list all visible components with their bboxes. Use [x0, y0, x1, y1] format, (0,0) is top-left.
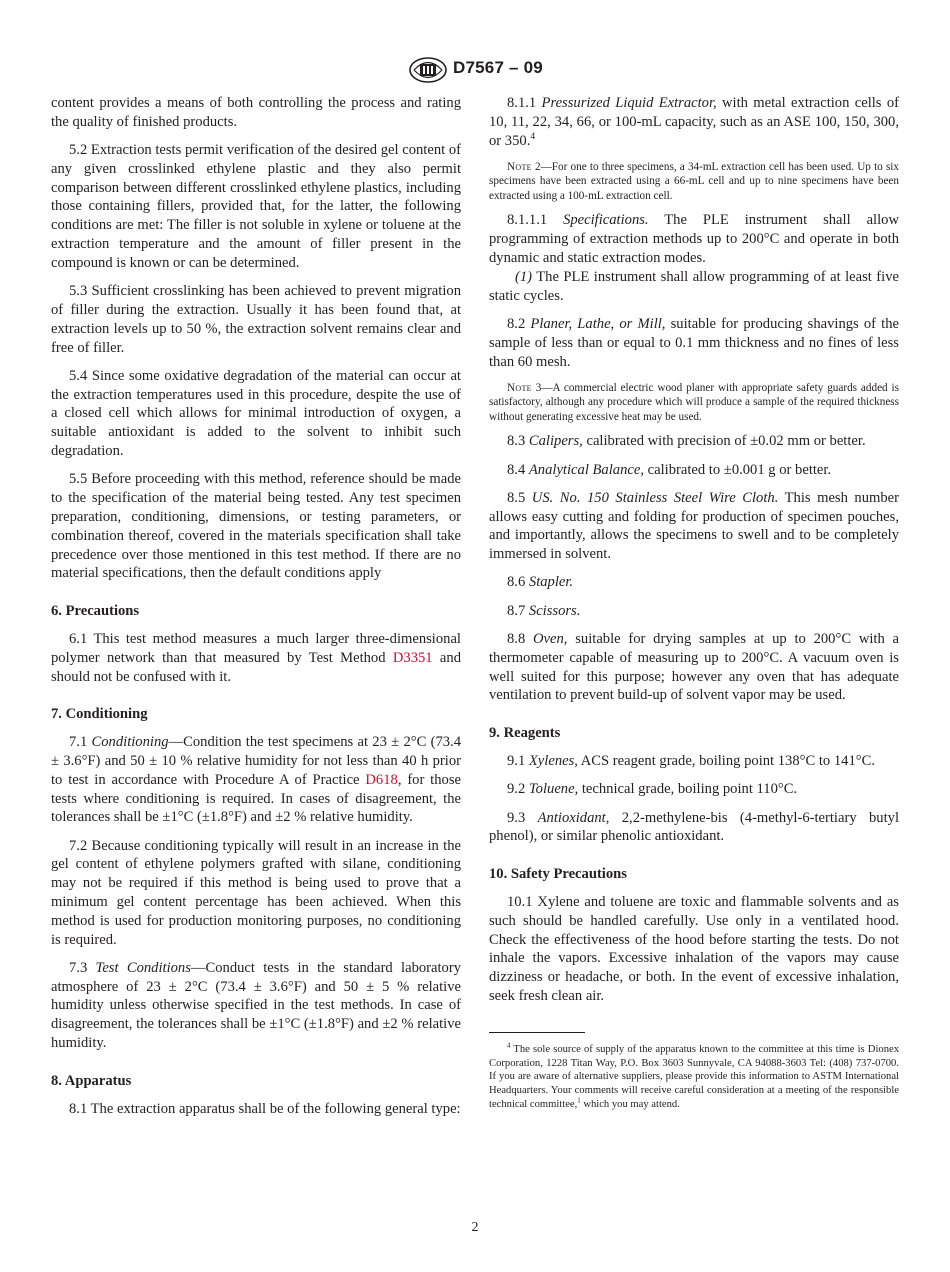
paragraph-5-2: 5.2 Extraction tests permit verification of the desired gel content of any given crosslinked ethylene plastic and they also permit comparison between different crosslinked ethylene plastics, including those containing fillers, provided that, for the latter, the following conditions are met: The filler is not soluble in xylene or toluene at the extraction temperature and the amount of filler present in the compound is known or can be determined. — [51, 142, 461, 271]
section-7-heading: 7. Conditioning — [51, 706, 148, 723]
paragraph-8-5: 8.5 US. No. 150 Stainless Steel Wire Cloth. This mesh number allows easy cutting and folding for production of specimen pouches, and importantly, allows the specimens to swell and to be completely immersed in solvent. — [489, 489, 900, 563]
paragraph-7-3: 7.3 Test Conditions—Conduct tests in the standard laboratory atmosphere of 23 ± 2°C (73.4 ± 3.6°F) and 50 ± 5 % relative humidity unless otherwise specified in the test methods. In case of disagreement, the tolerances shall be ±1°C (±1.8°F) and ±2 % relative humidity. — [51, 959, 462, 1052]
note-3: Note 3—A commercial electric wood planer with appropriate safety guards added is satisfactory, although any procedure which will produce a sample of the required thickness without generating excessive heat may be used. — [489, 381, 899, 423]
paragraph-7-2: 7.2 Because conditioning typically will result in an increase in the gel content of ethylene polymers grafted with silane, conditioning may not be required if this method is being used to prove that a minimum gel content percentage has been achieved. When this method is used for production monitoring purposes, no conditioning is required. — [51, 837, 461, 948]
paragraph-5-1-continued: content provides a means of both controlling the process and rating the quality of finished products. — [51, 95, 461, 130]
astm-logo-icon — [408, 57, 448, 83]
paragraph-9-2: 9.2 Toluene, technical grade, boiling point 110°C. — [507, 781, 798, 798]
paragraph-8-1: 8.1 The extraction apparatus shall be of the following general type: — [69, 1100, 461, 1117]
section-8-heading: 8. Apparatus — [51, 1072, 132, 1089]
left-column — [51, 94, 461, 1128]
paragraph-8-3: 8.3 Calipers, calibrated with precision of ±0.02 mm or better. — [507, 433, 866, 450]
paragraph-9-1: 9.1 Xylenes, ACS reagent grade, boiling point 138°C to 141°C. — [507, 753, 875, 770]
paragraph-6-1: 6.1 This test method measures a much larger three-dimensional polymer network than that measured by Test Method D3351 and should not be confused with it. — [51, 630, 461, 685]
paragraph-8-7: 8.7 Scissors. — [507, 602, 581, 619]
right-column — [489, 94, 899, 1121]
paragraph-5-3: 5.3 Sufficient crosslinking has been achieved to prevent migration of filler during the extraction. Usually it has been found that, at extraction levels up to 50 %, the extraction solvent remains clear and free of filler. — [51, 283, 461, 356]
footnote-ref-4[interactable]: 4 — [530, 131, 536, 142]
section-9-heading: 9. Reagents — [489, 725, 561, 742]
paragraph-8-8: 8.8 Oven, suitable for drying samples at up to 200°C with a thermometer capable of measuring up to 200°C. A vacuum oven is well suited for this purpose; however any oven that has adequate ventilation to prevent build-up of solvent vapor may be used. — [489, 631, 900, 704]
paragraph-7-1: 7.1 Conditioning—Condition the test specimens at 23 ± 2°C (73.4 ± 3.6°F) and 50 ± 10 % relative humidity for not less than 40 h prior to test in accordance with Procedure A of Practice D618, for those tests where conditioning is required. In cases of disagreement, the tolerances shall be ±1°C (±1.8°F) and ±2 % relative humidity. — [51, 734, 461, 826]
paragraph-9-3: 9.3 Antioxidant, 2,2-methylene-bis (4-methyl-6-tertiary butyl phenol), or similar phenolic antioxidant. — [489, 809, 899, 845]
paragraph-5-5: 5.5 Before proceeding with this method, reference should be made to the specification of the material being tested. Any test specimen preparation, conditioning, dimensions, or testing parameters, or combination thereof, covered in the materials specification shall take precedence over those mentioned in this test method. If there are no material specifications, then the default conditions apply — [51, 471, 461, 582]
link-d3351[interactable]: D3351 — [392, 649, 433, 666]
link-d618[interactable]: D618 — [365, 771, 398, 788]
paragraph-8-2: 8.2 Planer, Lathe, or Mill, suitable for producing shavings of the sample of less than or equal to 0.1 mm thickness and no fines of less than 60 mesh. — [489, 316, 900, 370]
paragraph-8-6: 8.6 Stapler. — [507, 574, 574, 591]
section-10-heading: 10. Safety Precautions — [489, 866, 627, 883]
page-number: 2 — [471, 1220, 479, 1235]
footnote-divider — [489, 1032, 585, 1033]
page-header — [0, 57, 950, 83]
paragraph-10-1: 10.1 Xylene and toluene are toxic and flammable solvents and as such should be handled carefully. Use only in a ventilated hood. Check the effectiveness of the hood before starting the tests. Do not inhale the vapors. Excessive inhalation of the vapors may cause dizziness or headache, or both. In the event of excessive inhalation, seek fresh clean air. — [489, 894, 899, 1005]
paragraph-8-1-1-1-item-1: (1) The PLE instrument shall allow programming of at least five static cycles. — [489, 269, 899, 304]
paragraph-5-4: 5.4 Since some oxidative degradation of the material can occur at the extraction temperatures used in this procedure, despite the use of a closed cell which allows for minimal introduction of oxygen, a suitable antioxidant is added to the solvent to inhibit such degradation. — [51, 367, 461, 460]
section-6-heading: 6. Precautions — [51, 603, 140, 620]
paragraph-8-1-1-1: 8.1.1.1 Specifications. The PLE instrument shall allow programming of extraction methods up to 200°C and operate in both dynamic and static extraction modes. — [489, 212, 899, 266]
paragraph-8-1-1: 8.1.1 Pressurized Liquid Extractor, with metal extraction cells of 10, 11, 22, 34, 66, or 100-mL capacity, such as an ASE 100, 150, 300, or 350.$^4$ — [489, 95, 899, 149]
document-designation: D7567 – 09 — [453, 58, 543, 77]
footnote-4: $^4$ The sole source of supply of the apparatus known to the committee at this time is Dionex Corporation, 1228 Titan Way, P.O. Box 3603 Sunnyvale, CA 94088-3603 Tel: (408) 737-0700. If you are aware of alternative suppliers, please provide this information to ASTM International Headquarters. Your comments will receive careful consideration at a meeting of the responsible technical committee,$^1$ which you may attend. — [489, 1042, 899, 1111]
note-2: Note 2—For one to three specimens, a 34-mL extraction cell has been used. Up to six specimens have been extracted using a 66-mL cell and up to nine specimens have been extracted using a 100-mL extraction cell. — [489, 160, 899, 202]
paragraph-8-4: 8.4 Analytical Balance, calibrated to ±0.001 g or better. — [507, 461, 832, 478]
